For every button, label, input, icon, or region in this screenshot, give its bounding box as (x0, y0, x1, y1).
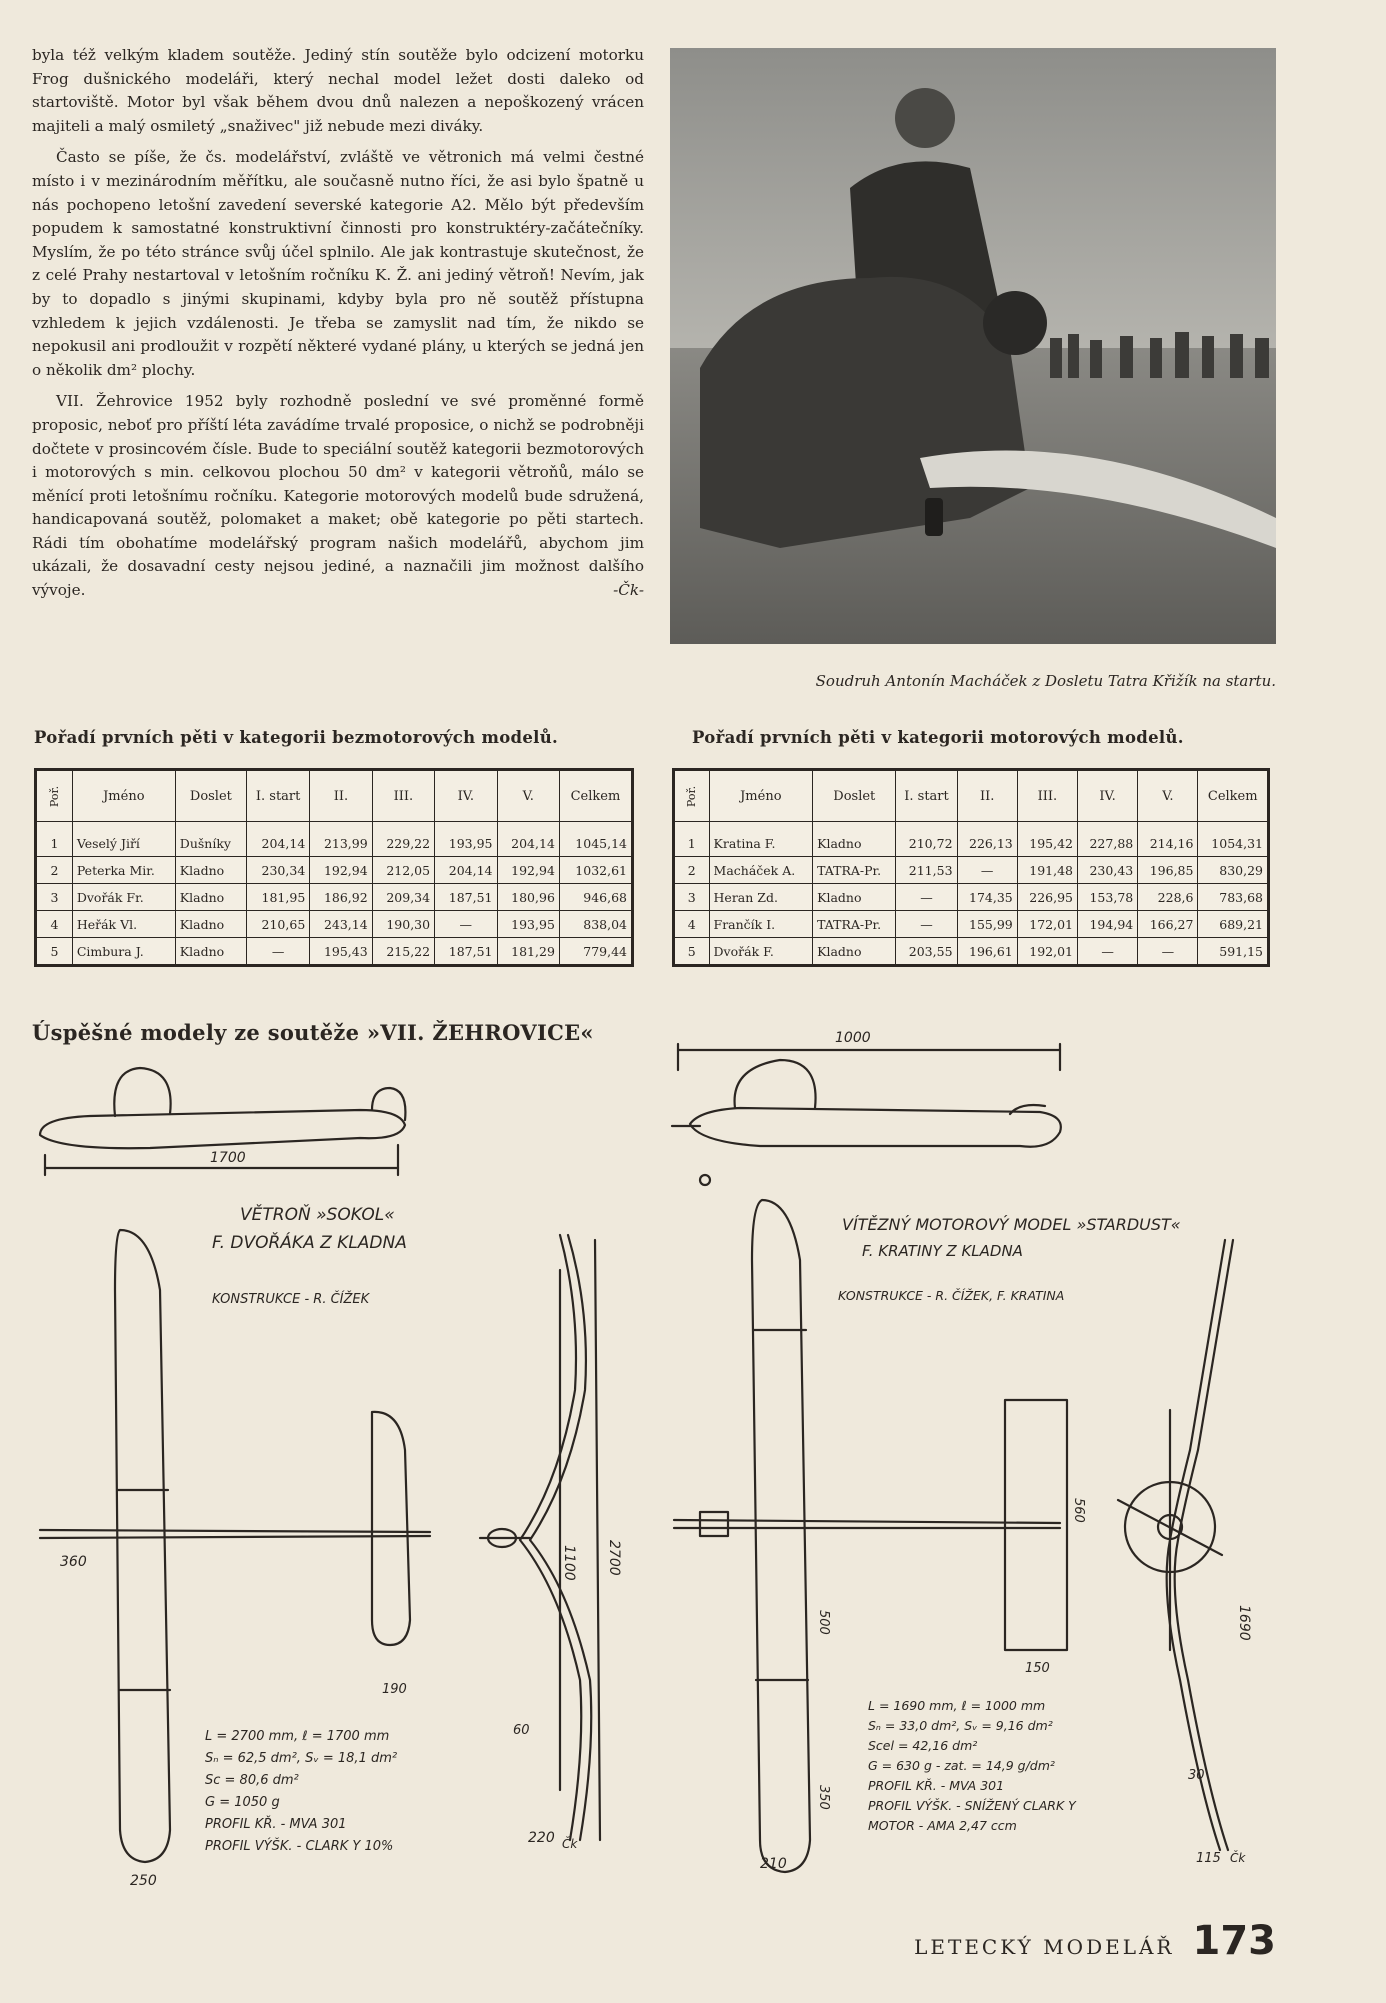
photo-image (670, 48, 1276, 644)
table-cell: — (1138, 938, 1198, 966)
table-cell: — (247, 938, 310, 966)
glider-construction: KONSTRUKCE - R. ČÍŽEK (212, 1292, 370, 1307)
table-cell: 4 (674, 911, 710, 938)
table-cell: 213,99 (310, 822, 372, 857)
magazine-name: LETECKÝ MODELÁŘ (914, 1935, 1175, 1959)
glider-dim-220: 220 (528, 1830, 555, 1846)
table-cell: — (435, 911, 497, 938)
table-cell: 194,94 (1078, 911, 1138, 938)
table-cell: — (896, 911, 957, 938)
table-cell: 212,05 (372, 857, 434, 884)
table-row (674, 884, 1269, 911)
table-cell: 3 (36, 884, 73, 911)
motor-dim-560: 560 (1071, 1498, 1086, 1523)
table-cell: 191,48 (1017, 857, 1077, 884)
glider-title-line2: F. DVOŘÁKA Z KLADNA (212, 1233, 407, 1253)
article-text (32, 44, 644, 611)
table-cell: 187,51 (435, 938, 497, 966)
table-cell: Kladno (813, 884, 896, 911)
table-cell: 4 (36, 911, 73, 938)
column-header: IV. (1078, 770, 1138, 822)
table-cell: 204,14 (247, 822, 310, 857)
column-header: V. (1138, 770, 1198, 822)
table-cell: 226,95 (1017, 884, 1077, 911)
table-cell: 181,95 (247, 884, 310, 911)
glider-spec-line: L = 2700 mm, ℓ = 1700 mm (205, 1729, 390, 1744)
table-cell: 1 (36, 822, 73, 857)
motor-span-dim: 1690 (1236, 1605, 1252, 1641)
table-cell: 153,78 (1078, 884, 1138, 911)
glider-title-line1: VĚTROŇ »SOKOL« (240, 1205, 395, 1225)
table-cell: 172,01 (1017, 911, 1077, 938)
article-paragraph-text: VII. Žehrovice 1952 byly rozhodně poslední ve své proměnné formě proposic, neboť pro příští léta zavádíme trvalé proposice, o nichž se podrobněji dočtete v prosincovém čísle. Bude to speciální soutěž kategorii bezmotorových i motorových s min. celkovou plochou 50 dm² v kategorii větroňů, málo se měnící proti letošnímu ročníku. Kategorie motorových modelů bude sdružená, handicapovaná soutěž, polomaket a maket; obě kategorie po pěti startech. Rádi tím obohatíme modelářský program našich modelářů, abychom jim ukázali, že dosavadní cesty nejsou jediné, a naznačili jim možnost dalšího vývoje. (32, 392, 644, 600)
table-row (674, 911, 1269, 938)
table-cell: 2 (36, 857, 73, 884)
table-cell: 196,61 (957, 938, 1017, 966)
table-cell: Kladno (813, 822, 896, 857)
table-cell: 1 (674, 822, 710, 857)
table-cell: 5 (36, 938, 73, 966)
table-cell: 204,14 (497, 822, 559, 857)
table-cell: 187,51 (435, 884, 497, 911)
glider-length-dim: 1700 (210, 1150, 246, 1166)
article-signature: -Čk- (613, 581, 644, 600)
table-cell: 204,14 (435, 857, 497, 884)
motor-spec-line: L = 1690 mm, ℓ = 1000 mm (868, 1698, 1046, 1713)
motor-title-line1: VÍTĚZNÝ MOTOROVÝ MODEL »STARDUST« (842, 1215, 1181, 1234)
table-header-row (674, 770, 1269, 822)
table-cell: 783,68 (1198, 884, 1269, 911)
table-row (36, 911, 633, 938)
table-cell: Kladno (175, 857, 246, 884)
table-cell: Kladno (175, 911, 246, 938)
table-cell: Cimbura J. (72, 938, 175, 966)
column-header: Doslet (813, 770, 896, 822)
motor-dim-350: 350 (816, 1785, 831, 1810)
motor-spec-line: Scel = 42,16 dm² (868, 1738, 978, 1753)
table-row (674, 822, 1269, 857)
motor-dim-150: 150 (1025, 1661, 1050, 1676)
table-cell: Peterka Mir. (72, 857, 175, 884)
column-header: III. (372, 770, 434, 822)
section-title: Úspěšné modely ze soutěže »VII. ŽEHROVICE« (32, 1020, 594, 1045)
glider-dim-190: 190 (382, 1682, 407, 1697)
table-cell: — (957, 857, 1017, 884)
column-header: Doslet (175, 770, 246, 822)
motor-front-view (1118, 1240, 1233, 1850)
column-header: Jméno (709, 770, 813, 822)
motor-side-view (672, 1044, 1061, 1185)
motor-spec-line: PROFIL VÝŠK. - SNÍŽENÝ CLARK Y (868, 1798, 1076, 1813)
motor-spec-line: G = 630 g - zat. = 14,9 g/dm² (868, 1758, 1055, 1773)
motor-dim-115: 115 (1196, 1851, 1221, 1866)
table-cell: 1045,14 (559, 822, 632, 857)
glider-front-view (480, 1235, 600, 1840)
table-cell: 830,29 (1198, 857, 1269, 884)
table-cell: Kladno (175, 884, 246, 911)
table-cell: 195,42 (1017, 822, 1077, 857)
motor-length-dim: 1000 (835, 1030, 871, 1046)
motor-dim-30: 30 (1188, 1768, 1205, 1783)
motor-results-table (672, 768, 1270, 967)
table-cell: Dvořák Fr. (72, 884, 175, 911)
table-header-row (36, 770, 633, 822)
table-cell: 192,01 (1017, 938, 1077, 966)
table-cell: 226,13 (957, 822, 1017, 857)
table-cell: Kladno (813, 938, 896, 966)
table-cell: 203,55 (896, 938, 957, 966)
table-row (36, 884, 633, 911)
table-cell: 209,34 (372, 884, 434, 911)
glider-dim-60: 60 (513, 1723, 530, 1738)
table-cell: 210,72 (896, 822, 957, 857)
column-header: I. start (896, 770, 957, 822)
glider-table-title: Pořadí prvních pěti v kategorii bezmotorových modelů. (34, 728, 559, 747)
motor-title-line2: F. KRATINY Z KLADNA (862, 1242, 1023, 1260)
table-cell: 3 (674, 884, 710, 911)
table-cell: 211,53 (896, 857, 957, 884)
table-cell: 2 (674, 857, 710, 884)
table-cell: — (896, 884, 957, 911)
motor-dim-500: 500 (816, 1610, 831, 1635)
page-number: 173 (1192, 1918, 1276, 1964)
column-header: III. (1017, 770, 1077, 822)
column-header: Celkem (559, 770, 632, 822)
table-cell: Kratina F. (709, 822, 813, 857)
table-row (36, 822, 633, 857)
table-cell: TATRA-Pr. (813, 857, 896, 884)
table-cell: 779,44 (559, 938, 632, 966)
column-header: IV. (435, 770, 497, 822)
column-header: II. (310, 770, 372, 822)
table-cell: TATRA-Pr. (813, 911, 896, 938)
article-paragraph: Často se píše, že čs. modelářství, zvláště ve větronich má velmi čestné místo i v mezinárodním měřítku, ale současně nutno říci, že asi bylo špatně u nás pochopeno letošní zavedení severské kategorie A2. Mělo být především popudem k samostatné konstruktivní činnosti pro konstruktéry-začátečníky. Myslím, že po této stránce svůj účel splnilo. Ale jak kontrastuje skutečnost, že z celé Prahy nestartoval v letošním ročníku K. Ž. ani jediný větroň! Nevím, jak by to dopadlo s jinými skupinami, kdyby byla pro ně soutěž přístupna vzhledem k jejich vzdálenosti. Je třeba se zamyslit nad tím, že nikdo se nepokusil ani prodloužit v rozpětí některé vydané plány, u kterých se jedná jen o několik dm² plochy. (32, 148, 644, 379)
column-header: II. (957, 770, 1017, 822)
table-cell: 689,21 (1198, 911, 1269, 938)
glider-spec-line: PROFIL KŘ. - MVA 301 (205, 1817, 347, 1832)
table-cell: 591,15 (1198, 938, 1269, 966)
table-cell: 192,94 (497, 857, 559, 884)
glider-results-table (34, 768, 634, 967)
table-cell: 227,88 (1078, 822, 1138, 857)
motor-spec-line: MOTOR - AMA 2,47 ccm (868, 1818, 1017, 1833)
photo-model-launch (670, 48, 1276, 644)
table-cell: 1054,31 (1198, 822, 1269, 857)
table-cell: 228,6 (1138, 884, 1198, 911)
glider-spec-line: PROFIL VÝŠK. - CLARK Y 10% (205, 1839, 394, 1854)
table-cell: 214,16 (1138, 822, 1198, 857)
table-cell: Frančík I. (709, 911, 813, 938)
article-paragraph: byla též velkým kladem soutěže. Jediný stín soutěže bylo odcizení motorku Frog dušnického modeláři, který nechal model ležet dosti daleko od startoviště. Motor byl však během dvou dnů nalezen a nepoškozený vrácen majiteli a malý osmiletý „snaživec" již nebude mezi diváky. (32, 46, 644, 135)
glider-spec-line: Sc = 80,6 dm² (205, 1773, 299, 1788)
table-cell: 838,04 (559, 911, 632, 938)
table-cell: 230,34 (247, 857, 310, 884)
table-cell: 1032,61 (559, 857, 632, 884)
table-cell: — (1078, 938, 1138, 966)
table-row (674, 857, 1269, 884)
glider-dim-250: 250 (130, 1873, 157, 1889)
page-footer (914, 1918, 1276, 1964)
table-row (36, 857, 633, 884)
table-cell: 155,99 (957, 911, 1017, 938)
table-cell: 190,30 (372, 911, 434, 938)
table-cell: Veselý Jiří (72, 822, 175, 857)
table-cell: 230,43 (1078, 857, 1138, 884)
table-cell: 186,92 (310, 884, 372, 911)
table-cell: 166,27 (1138, 911, 1198, 938)
model-drawings (0, 1030, 1386, 1950)
table-cell: 193,95 (435, 822, 497, 857)
table-cell: 243,14 (310, 911, 372, 938)
table-cell: Heran Zd. (709, 884, 813, 911)
table-row (36, 938, 633, 966)
table-row (674, 938, 1269, 966)
column-header: V. (497, 770, 559, 822)
glider-wing-planform (40, 1230, 430, 1862)
photo-caption: Soudruh Antonín Macháček z Dosletu Tatra Křižík na startu. (815, 672, 1276, 690)
motor-drawing-signature: Čk (1230, 1851, 1246, 1865)
table-cell: 946,68 (559, 884, 632, 911)
glider-span-dim: 2700 (606, 1540, 622, 1576)
table-cell: 195,43 (310, 938, 372, 966)
table-cell: Dvořák F. (709, 938, 813, 966)
table-cell: Heřák Vl. (72, 911, 175, 938)
motor-dim-210: 210 (760, 1856, 787, 1872)
table-cell: 229,22 (372, 822, 434, 857)
glider-dim-360: 360 (60, 1554, 87, 1570)
table-cell: 210,65 (247, 911, 310, 938)
article-paragraph (32, 390, 644, 602)
table-cell: 5 (674, 938, 710, 966)
column-header: Poř. (674, 770, 710, 822)
glider-spec-line: Sₙ = 62,5 dm², Sᵥ = 18,1 dm² (205, 1751, 398, 1766)
table-cell: 193,95 (497, 911, 559, 938)
table-cell: Macháček A. (709, 857, 813, 884)
column-header: Poř. (36, 770, 73, 822)
motor-spec-line: Sₙ = 33,0 dm², Sᵥ = 9,16 dm² (868, 1718, 1053, 1733)
column-header: I. start (247, 770, 310, 822)
motor-spec-line: PROFIL KŘ. - MVA 301 (868, 1778, 1005, 1793)
glider-dim-1100: 1100 (561, 1545, 577, 1581)
table-cell: 180,96 (497, 884, 559, 911)
table-cell: Dušníky (175, 822, 246, 857)
table-cell: 181,29 (497, 938, 559, 966)
table-cell: 196,85 (1138, 857, 1198, 884)
glider-spec-line: G = 1050 g (205, 1795, 280, 1810)
glider-drawing-signature: Čk (562, 1837, 578, 1851)
table-cell: 192,94 (310, 857, 372, 884)
table-cell: Kladno (175, 938, 246, 966)
table-cell: 174,35 (957, 884, 1017, 911)
motor-construction: KONSTRUKCE - R. ČÍŽEK, F. KRATINA (838, 1288, 1065, 1303)
column-header: Celkem (1198, 770, 1269, 822)
column-header: Jméno (72, 770, 175, 822)
table-cell: 215,22 (372, 938, 434, 966)
motor-table-title: Pořadí prvních pěti v kategorii motorových modelů. (692, 728, 1184, 747)
